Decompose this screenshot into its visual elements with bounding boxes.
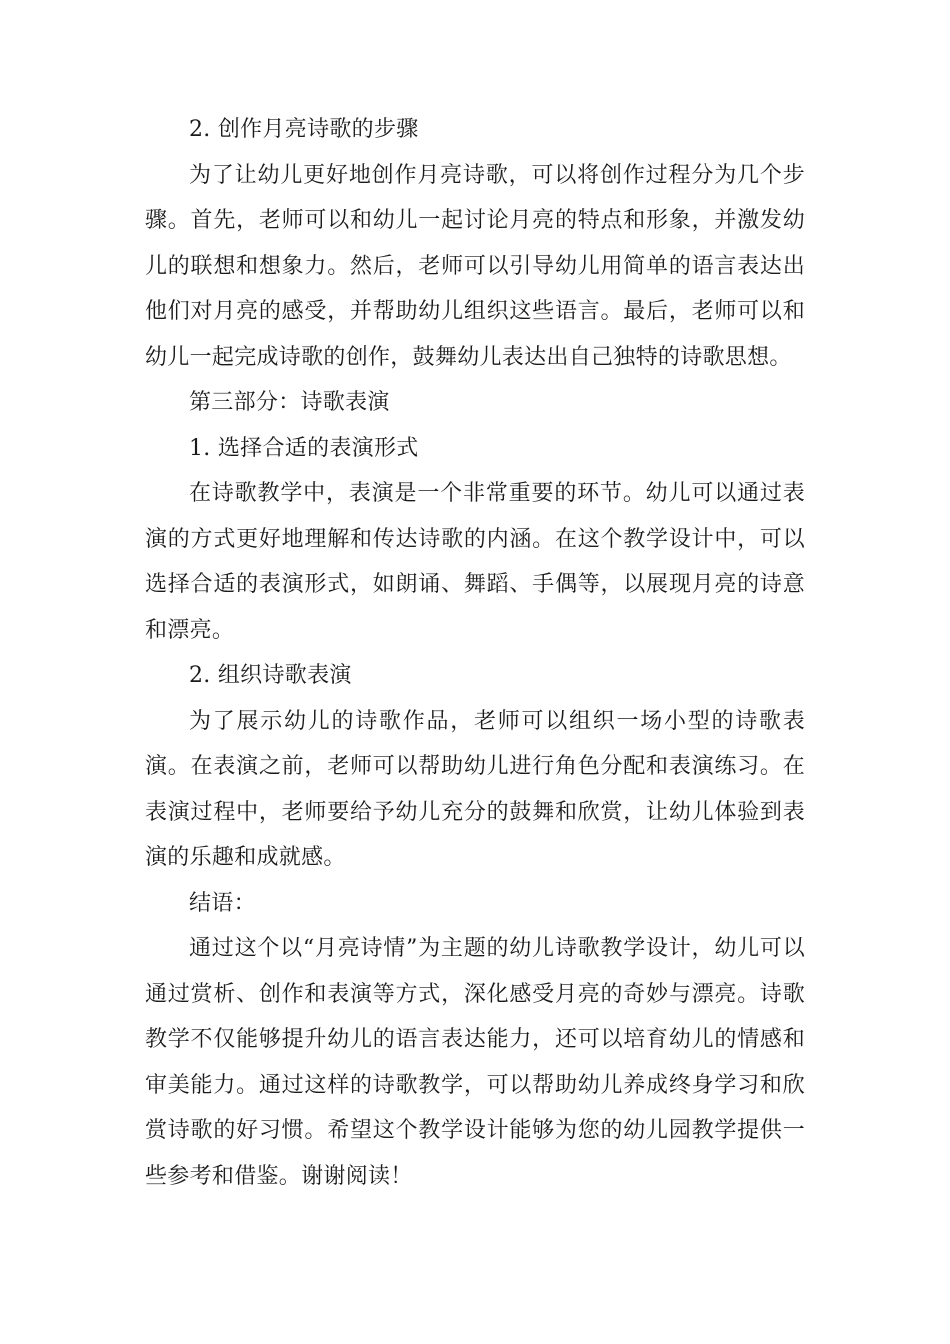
heading-organize-performance: 2. 组织诗歌表演 (189, 663, 352, 688)
heading-conclusion: 结语： (189, 890, 256, 916)
heading-performance-form: 1. 选择合适的表演形式 (189, 435, 419, 461)
heading-part-three: 第三部分：诗歌表演 (189, 390, 390, 415)
heading-creation-steps: 2. 创作月亮诗歌的步骤 (189, 117, 419, 142)
paragraph-performance-form: 在诗歌教学中，表演是一个非常重要的环节。幼儿可以通过表演的方式更好地理解和传达诗歌的内涵。在这个教学设计中，可以选择合适的表演形式，如朗诵、舞蹈、手偶等，以展现月亮的诗意和漂亮。 (145, 481, 805, 643)
paragraph-organize-performance: 为了展示幼儿的诗歌作品，老师可以组织一场小型的诗歌表演。在表演之前，老师可以帮助幼儿进行角色分配和表演练习。在表演过程中，老师要给予幼儿充分的鼓舞和欣赏，让幼儿体验到表演的乐趣和成就感。 (145, 708, 805, 870)
document-page (145, 107, 805, 1199)
paragraph-creation-steps: 为了让幼儿更好地创作月亮诗歌，可以将创作过程分为几个步骤。首先，老师可以和幼儿一起讨论月亮的特点和形象，并激发幼儿的联想和想象力。然后，老师可以引导幼儿用简单的语言表达出他们对月亮的感受，并帮助幼儿组织这些语言。最后，老师可以和幼儿一起完成诗歌的创作，鼓舞幼儿表达出自己独特的诗歌思想。 (145, 162, 805, 370)
paragraph-conclusion: 通过这个以“月亮诗情”为主题的幼儿诗歌教学设计，幼儿可以通过赏析、创作和表演等方式，深化感受月亮的奇妙与漂亮。诗歌教学不仅能够提升幼儿的语言表达能力，还可以培育幼儿的情感和审美能力。通过这样的诗歌教学，可以帮助幼儿养成终身学习和欣赏诗歌的好习惯。希望这个教学设计能够为您的幼儿园教学提供一些参考和借鉴。谢谢阅读！ (145, 936, 805, 1189)
